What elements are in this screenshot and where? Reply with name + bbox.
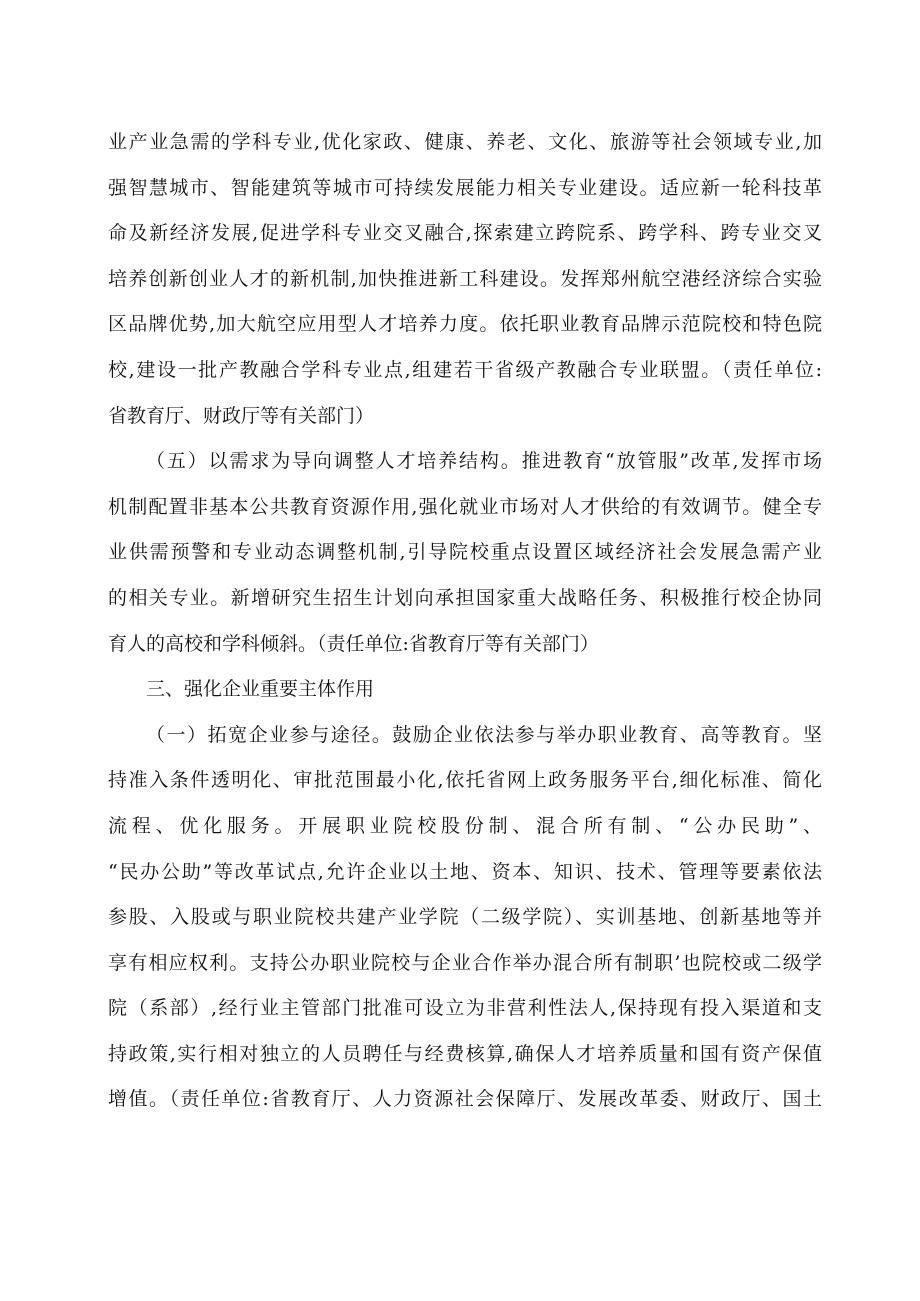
paragraph-line: 校,建设一批产教融合学科专业点,组建若干省级产教融合专业联盟。（责任单位: [108, 358, 822, 381]
paragraph-line: 流程、优化服务。开展职业院校股份制、混合所有制、“公办民助”、 [108, 814, 822, 837]
document-body [108, 120, 822, 1123]
paragraph-line: 培养创新创业人才的新机制,加快推进新工科建设。发挥郑州航空港经济综合实验 [108, 267, 822, 290]
paragraph-line: 的相关专业。新增研究生招生计划向承担国家重大战略任务、积极推行校企协同 [108, 586, 822, 609]
paragraph-line: 增值。（责任单位:省教育厅、人力资源社会保障厅、发展改革委、财政厅、国土 [108, 1088, 822, 1111]
paragraph-line: 命及新经济发展,促进学科专业交叉融合,探索建立跨院系、跨学科、跨专业交叉 [108, 222, 822, 245]
section-heading: 三、强化企业重要主体作用 [146, 678, 375, 701]
paragraph-line: 参股、入股或与职业院校共建产业学院（二级学院）、实训基地、创新基地等并 [108, 906, 822, 929]
paragraph-line: 持准入条件透明化、审批范围最小化,依托省网上政务服务平台,细化标准、简化 [108, 769, 822, 792]
paragraph-line: “民办公助”等改革试点,允许企业以土地、资本、知识、技术、管理等要素依法 [108, 860, 822, 883]
paragraph-line: 业产业急需的学科专业,优化家政、健康、养老、文化、旅游等社会领域专业,加 [108, 131, 822, 153]
paragraph-line: 区品牌优势,加大航空应用型人才培养力度。依托职业教育品牌示范院校和特色院 [108, 313, 822, 336]
paragraph-line: 强智慧城市、智能建筑等城市可持续发展能力相关专业建设。适应新一轮科技革 [108, 176, 822, 199]
paragraph-line: 业供需预警和专业动态调整机制,引导院校重点设置区域经济社会发展急需产业 [108, 541, 822, 564]
paragraph-line: （一）拓宽企业参与途径。鼓励企业依法参与举办职业教育、高等教育。坚 [146, 723, 822, 746]
paragraph-line: 院（系部）,经行业主管部门批准可设立为非营利性法人,保持现有投入渠道和支 [108, 997, 822, 1020]
paragraph-line: 持政策,实行相对独立的人员聘任与经费核算,确保人才培养质量和国有资产保值 [108, 1042, 822, 1065]
paragraph-line: （五）以需求为导向调整人才培养结构。推进教育“放管服”改革,发挥市场 [146, 450, 822, 473]
paragraph-line: 享有相应权利。支持公办职业院校与企业合作举办混合所有制职’也院校或二级学 [108, 951, 822, 974]
paragraph-line: 机制配置非基本公共教育资源作用,强化就业市场对人才供给的有效调节。健全专 [108, 495, 822, 518]
paragraph-line: 省教育厅、财政厅等有关部门） [108, 404, 375, 427]
paragraph-line: 育人的高校和学科倾斜。（责任单位:省教育厅等有关部门） [108, 632, 599, 655]
